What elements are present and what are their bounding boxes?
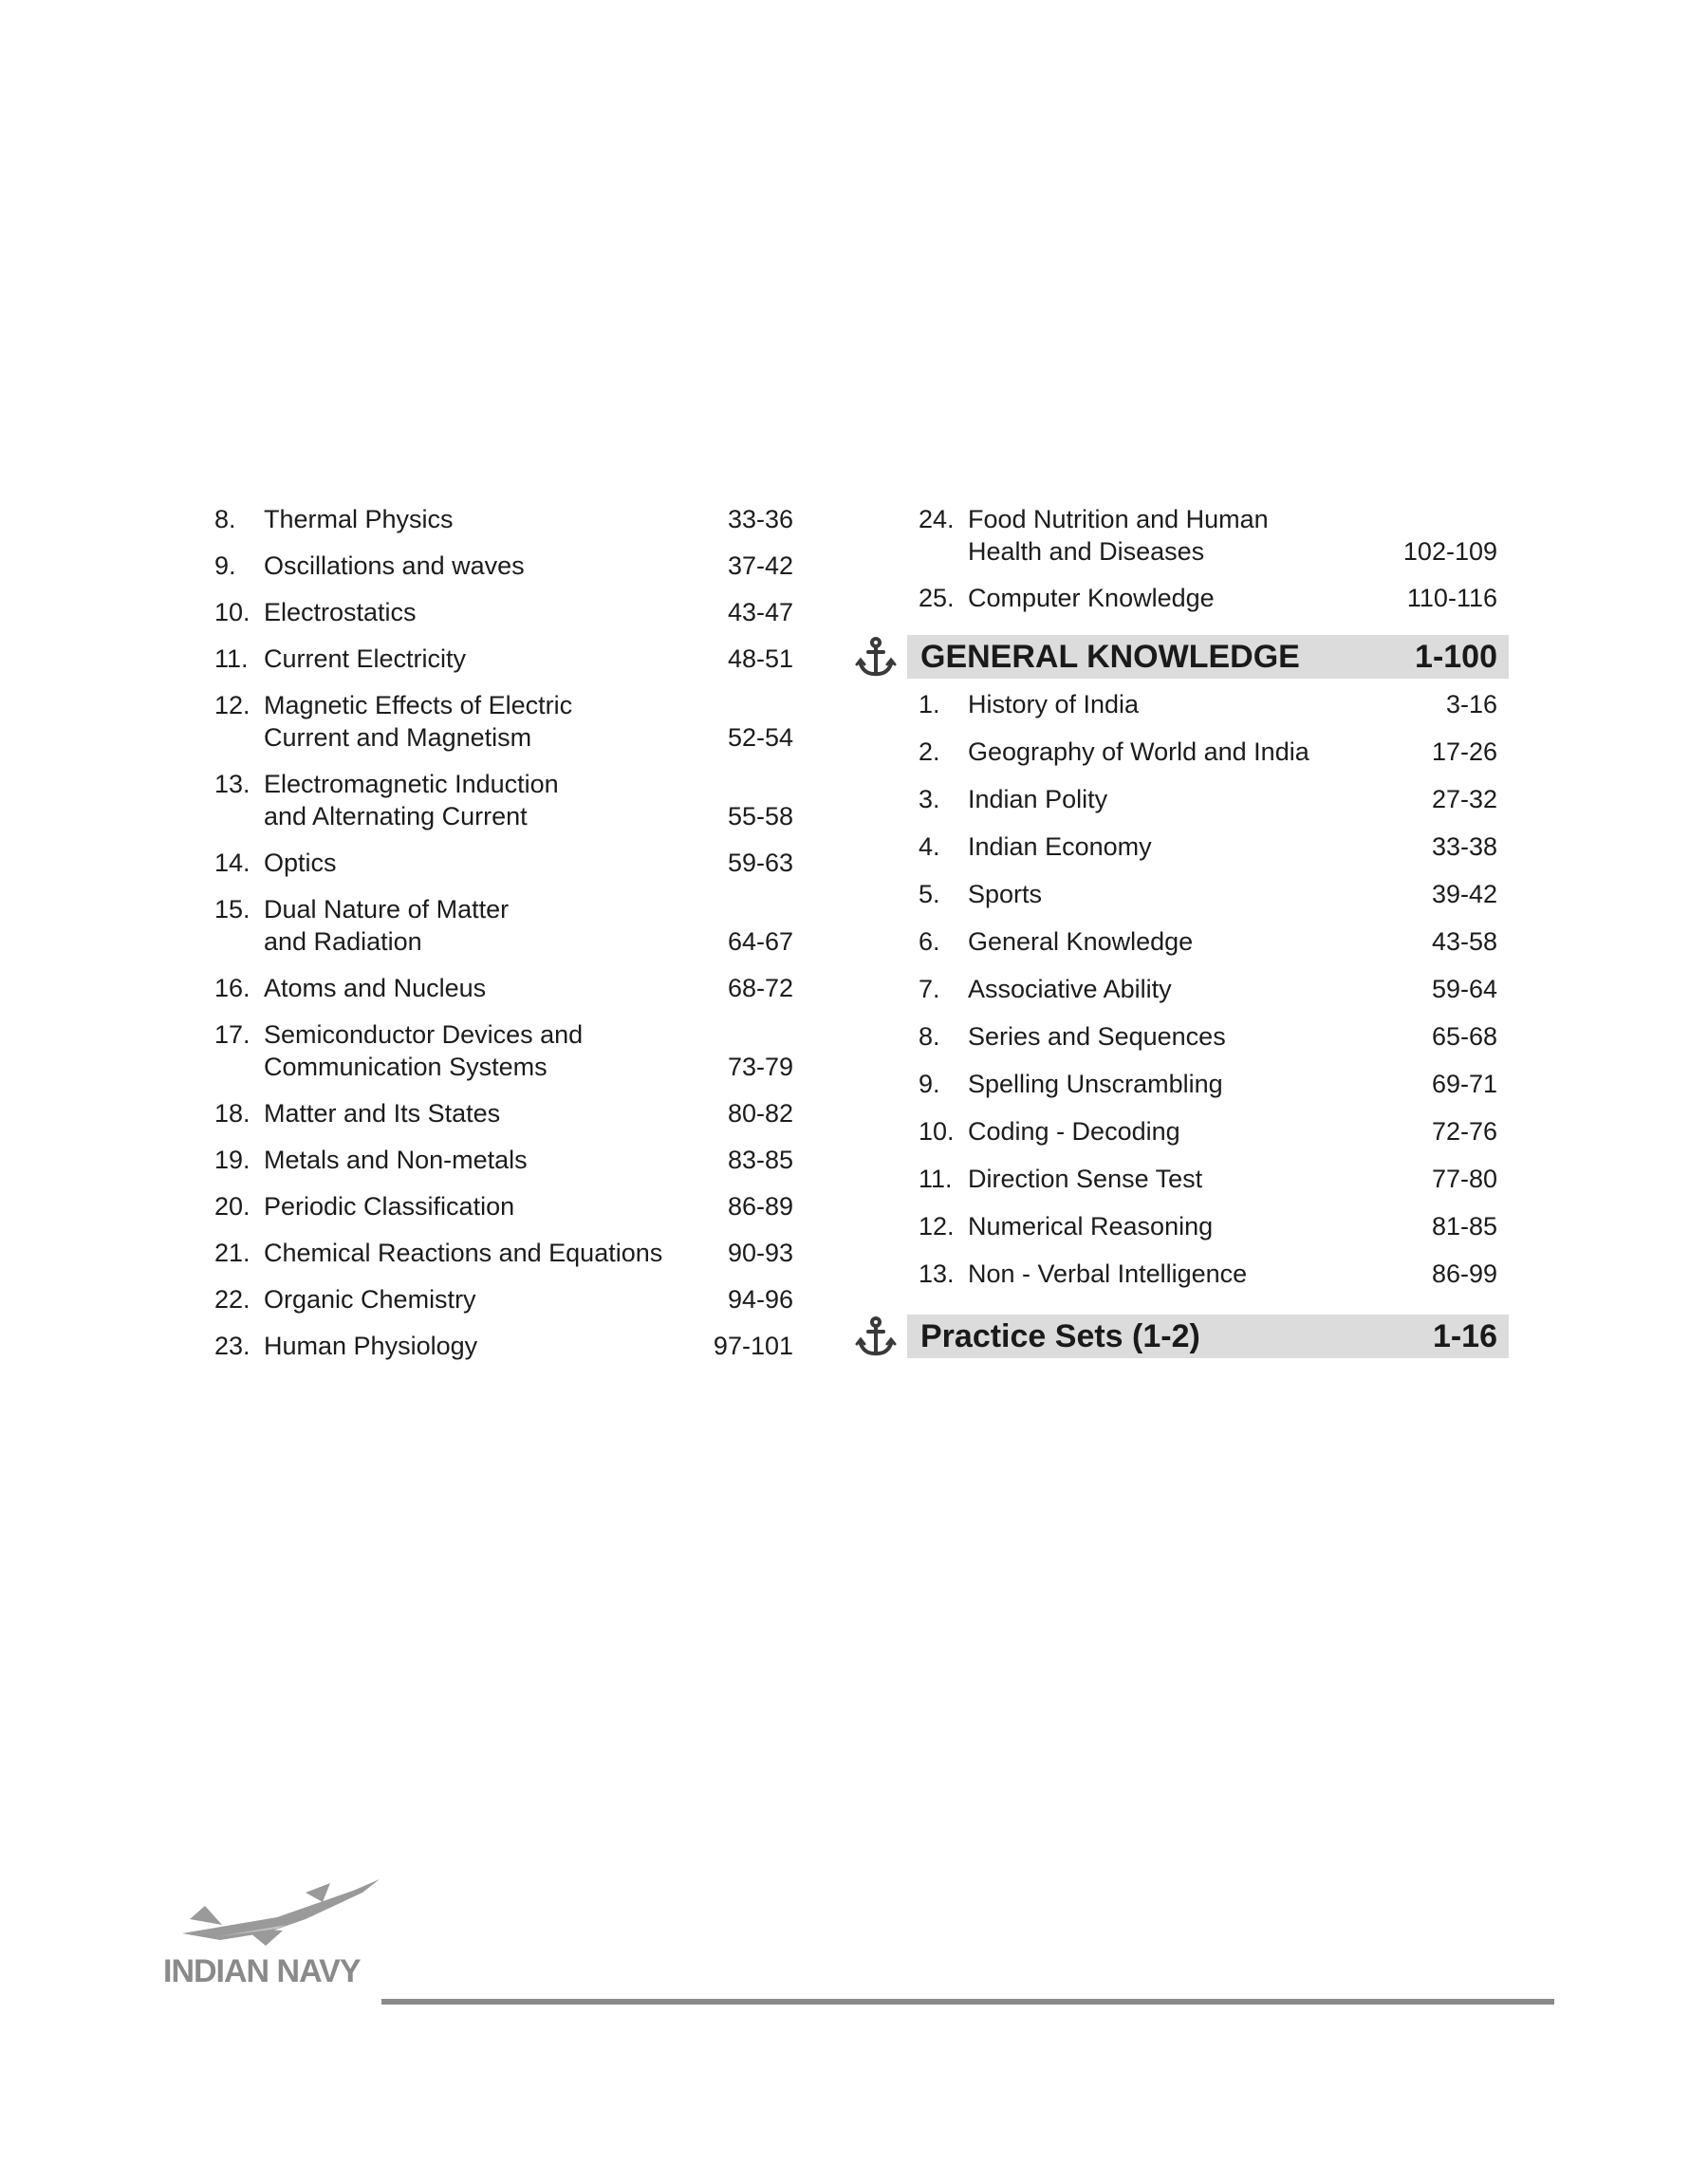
toc-entry (214, 1144, 793, 1176)
entry-title (264, 1237, 679, 1269)
entry-title (968, 1258, 1365, 1290)
footer-divider (381, 1999, 1554, 2005)
entry-pages: 68-72 (727, 974, 793, 1002)
entry-pages: 81-85 (1431, 1212, 1497, 1241)
entry-title-line: Chemical Reactions and Equations (264, 1239, 663, 1267)
entry-pages: 52-54 (727, 723, 793, 752)
toc-right-column (854, 503, 1509, 1358)
entry-number: 7. (919, 975, 940, 1003)
entry-title-line: Metals and Non-metals (264, 1146, 528, 1174)
entry-title-line: Computer Knowledge (968, 584, 1215, 612)
entry-title-line: Thermal Physics (264, 505, 454, 533)
toc-entry (214, 550, 793, 582)
entry-title (264, 503, 679, 535)
section-title: GENERAL KNOWLEDGE (920, 638, 1300, 675)
general-knowledge-list (854, 688, 1509, 1290)
entry-title (968, 582, 1365, 614)
entry-title (264, 768, 679, 832)
entry-title (968, 925, 1365, 958)
toc-entry (854, 1020, 1509, 1053)
entry-title-line: Oscillations and waves (264, 551, 525, 580)
entry-number: 1. (919, 690, 940, 718)
toc-entry (214, 847, 793, 879)
entry-title (968, 736, 1365, 768)
entry-number: 12. (919, 1212, 955, 1241)
toc-entry (214, 1330, 793, 1362)
entry-title-line: Atoms and Nucleus (264, 974, 487, 1002)
entry-title-line: Health and Diseases (968, 537, 1205, 566)
toc-entry (214, 768, 793, 832)
toc-entry (854, 973, 1509, 1005)
toc-entry (214, 689, 793, 754)
entry-title-line: Dual Nature of Matter (264, 895, 510, 924)
entry-number: 25. (919, 584, 955, 612)
entry-pages: 43-47 (727, 598, 793, 626)
brand-name: INDIAN NAVY (163, 1953, 361, 1989)
entry-title-line: Sports (968, 880, 1043, 908)
toc-entry (214, 643, 793, 675)
toc-entry (854, 925, 1509, 958)
entry-title (264, 893, 679, 958)
entry-title-line: Non - Verbal Intelligence (968, 1259, 1248, 1288)
entry-title-line: Human Physiology (264, 1332, 478, 1360)
entry-pages: 102-109 (1402, 537, 1497, 566)
entry-title (968, 783, 1365, 815)
anchor-icon (854, 635, 898, 679)
practice-sets-bar (907, 1315, 1509, 1358)
entry-number: 12. (214, 691, 251, 719)
entry-title-line: Numerical Reasoning (968, 1212, 1214, 1241)
entry-pages: 83-85 (727, 1146, 793, 1174)
entry-title (264, 550, 679, 582)
toc-entry (214, 596, 793, 628)
entry-title-line: Current and Magnetism (264, 723, 532, 752)
entry-title (968, 1210, 1365, 1242)
toc-entry (854, 1068, 1509, 1100)
entry-pages: 59-64 (1431, 975, 1497, 1003)
entry-number: 21. (214, 1239, 251, 1267)
entry-title-line: Associative Ability (968, 975, 1172, 1003)
entry-title (968, 973, 1365, 1005)
entry-title (968, 830, 1365, 863)
entry-number: 14. (214, 849, 251, 877)
entry-title-line: Periodic Classification (264, 1192, 515, 1221)
section-pages: 1-100 (1415, 638, 1497, 675)
entry-title-line: Indian Polity (968, 785, 1108, 813)
toc-entry (854, 783, 1509, 815)
entry-number: 10. (214, 598, 251, 626)
anchor-icon (854, 1315, 898, 1358)
entry-title (264, 1018, 679, 1083)
entry-number: 8. (214, 505, 236, 533)
entry-title-line: Geography of World and India (968, 737, 1309, 766)
toc-entry (854, 1163, 1509, 1195)
entry-title (968, 878, 1365, 910)
entry-number: 20. (214, 1192, 251, 1221)
entry-title (968, 1115, 1365, 1147)
toc-entry (854, 1115, 1509, 1147)
toc-entry (854, 688, 1509, 720)
entry-pages: 86-89 (727, 1192, 793, 1221)
entry-title-line: Optics (264, 849, 337, 877)
entry-pages: 73-79 (727, 1053, 793, 1081)
entry-title (264, 689, 679, 754)
toc-entry (214, 1018, 793, 1083)
entry-pages: 48-51 (727, 644, 793, 673)
entry-number: 8. (919, 1022, 940, 1051)
toc-entry (214, 893, 793, 958)
entry-pages: 39-42 (1431, 880, 1497, 908)
toc-entry (854, 503, 1509, 568)
toc-entry (214, 1097, 793, 1129)
entry-number: 16. (214, 974, 251, 1002)
entry-title (264, 1190, 679, 1222)
entry-pages: 59-63 (727, 849, 793, 877)
entry-pages: 69-71 (1431, 1070, 1497, 1098)
entry-title (264, 847, 679, 879)
entry-pages: 64-67 (727, 927, 793, 956)
entry-pages: 17-26 (1431, 737, 1497, 766)
entry-number: 11. (214, 644, 249, 673)
entry-title-line: Indian Economy (968, 832, 1152, 861)
entry-title (968, 688, 1365, 720)
toc-entry (214, 1190, 793, 1222)
entry-title-line: Series and Sequences (968, 1022, 1226, 1051)
entry-number: 22. (214, 1285, 251, 1314)
entry-pages: 43-58 (1431, 927, 1497, 956)
entry-title-line: General Knowledge (968, 927, 1194, 956)
entry-pages: 86-99 (1431, 1259, 1497, 1288)
entry-number: 17. (214, 1020, 251, 1049)
entry-pages: 90-93 (727, 1239, 793, 1267)
entry-title-line: Communication Systems (264, 1053, 548, 1081)
entry-number: 11. (919, 1165, 953, 1193)
entry-number: 24. (919, 505, 955, 533)
section-pages: 1-16 (1432, 1317, 1497, 1354)
entry-title (264, 596, 679, 628)
entry-pages: 33-38 (1431, 832, 1497, 861)
entry-title (968, 503, 1365, 568)
toc-right-top-list (854, 503, 1509, 614)
fighter-jet-icon (163, 1834, 391, 1957)
entry-title-line: Current Electricity (264, 644, 467, 673)
entry-pages: 110-116 (1406, 584, 1497, 612)
entry-title-line: Direction Sense Test (968, 1165, 1203, 1193)
entry-title-line: Coding - Decoding (968, 1117, 1180, 1146)
entry-title (264, 972, 679, 1004)
toc-entry (854, 878, 1509, 910)
entry-title (264, 1283, 679, 1315)
entry-number: 4. (919, 832, 940, 861)
toc-entry (214, 972, 793, 1004)
entry-title-line: Matter and Its States (264, 1099, 501, 1128)
entry-title-line: Organic Chemistry (264, 1285, 476, 1314)
toc-entry (854, 736, 1509, 768)
entry-number: 10. (919, 1117, 955, 1146)
entry-title-line: Semiconductor Devices and (264, 1020, 584, 1049)
section-title: Practice Sets (1-2) (920, 1317, 1200, 1354)
toc-entry (214, 503, 793, 535)
entry-pages: 65-68 (1431, 1022, 1497, 1051)
entry-number: 18. (214, 1099, 251, 1128)
entry-number: 5. (919, 880, 940, 908)
entry-pages: 77-80 (1431, 1165, 1497, 1193)
entry-title-line: Food Nutrition and Human (968, 505, 1269, 533)
entry-pages: 97-101 (713, 1332, 793, 1360)
entry-pages: 72-76 (1431, 1117, 1497, 1146)
entry-pages: 33-36 (727, 505, 793, 533)
entry-pages: 27-32 (1431, 785, 1497, 813)
entry-title (264, 643, 679, 675)
entry-number: 15. (214, 895, 251, 924)
practice-sets-heading (854, 1315, 1509, 1358)
entry-title-line: and Alternating Current (264, 802, 528, 830)
entry-title (264, 1097, 679, 1129)
entry-number: 19. (214, 1146, 251, 1174)
entry-number: 9. (214, 551, 236, 580)
entry-number: 2. (919, 737, 940, 766)
entry-number: 6. (919, 927, 940, 956)
entry-title (968, 1068, 1365, 1100)
toc-left-column (214, 503, 793, 1376)
entry-pages: 3-16 (1445, 690, 1497, 718)
entry-title (264, 1144, 679, 1176)
entry-title-line: Electromagnetic Induction (264, 770, 559, 798)
entry-number: 23. (214, 1332, 251, 1360)
entry-title-line: Magnetic Effects of Electric (264, 691, 573, 719)
entry-pages: 80-82 (727, 1099, 793, 1128)
entry-number: 9. (919, 1070, 940, 1098)
toc-entry (854, 1258, 1509, 1290)
entry-title-line: and Radiation (264, 927, 422, 956)
toc-entry (854, 582, 1509, 614)
toc-entry (214, 1283, 793, 1315)
entry-pages: 37-42 (727, 551, 793, 580)
toc-entry (214, 1237, 793, 1269)
entry-number: 3. (919, 785, 940, 813)
entry-title (968, 1163, 1365, 1195)
toc-entry (854, 830, 1509, 863)
toc-entry (854, 1210, 1509, 1242)
general-knowledge-heading (854, 635, 1509, 679)
entry-title (968, 1020, 1365, 1053)
general-knowledge-bar (907, 635, 1509, 679)
entry-pages: 94-96 (727, 1285, 793, 1314)
entry-number: 13. (214, 770, 251, 798)
entry-pages: 55-58 (727, 802, 793, 830)
entry-number: 13. (919, 1259, 955, 1288)
entry-title-line: Spelling Unscrambling (968, 1070, 1223, 1098)
entry-title (264, 1330, 679, 1362)
entry-title-line: History of India (968, 690, 1140, 718)
entry-title-line: Electrostatics (264, 598, 417, 626)
